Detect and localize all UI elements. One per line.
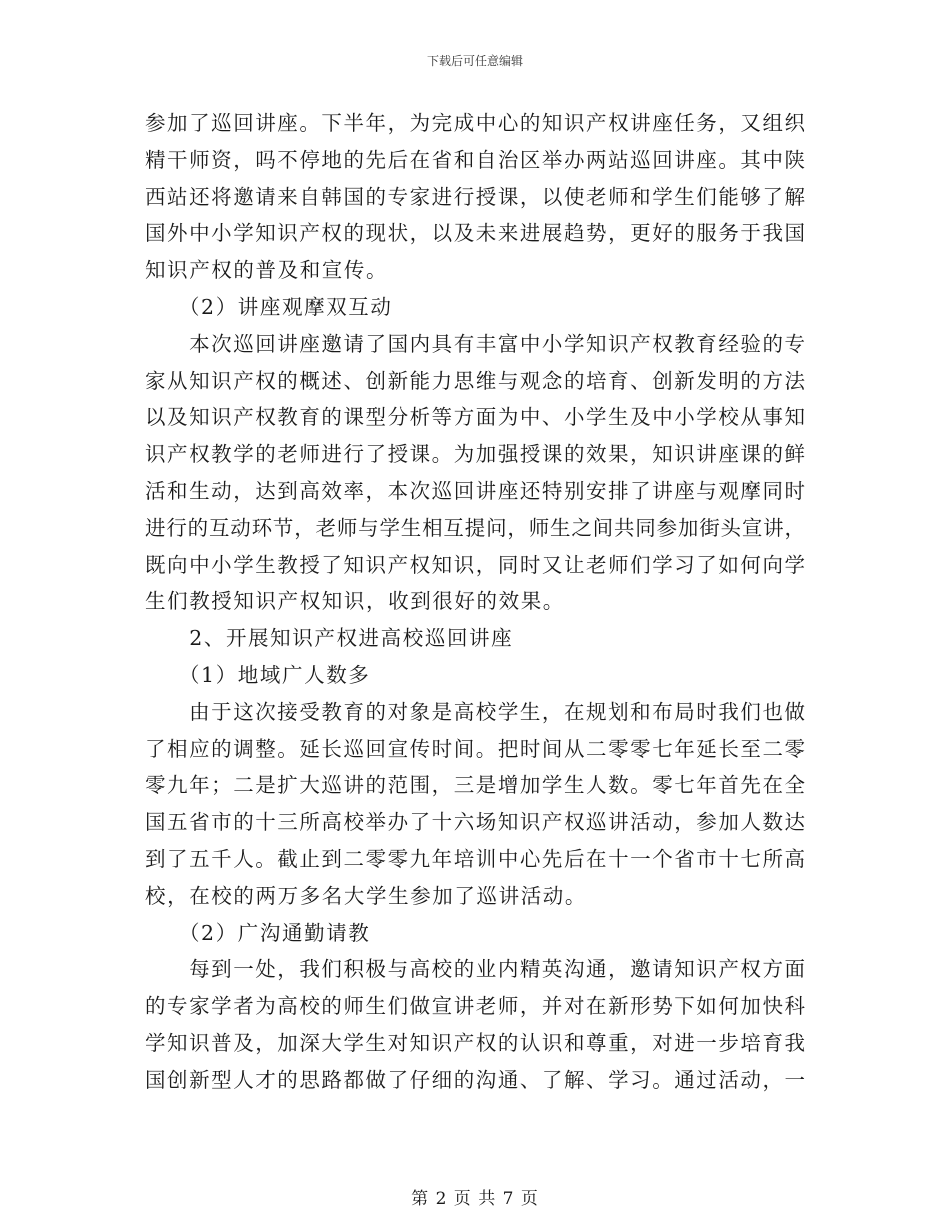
text-line: 知识产权的普及和宣传。 (145, 258, 389, 283)
text-line: （2）讲座观摩双互动 (145, 294, 393, 319)
page-footer: 第 2 页 共 7 页 (411, 1189, 539, 1209)
text-line: 既向中小学生教授了知识产权知识，同时又让老师们学习了如何向学 (145, 552, 805, 577)
text-line: 每到一处，我们积极与高校的业内精英沟通，邀请知识产权方面 (145, 957, 805, 982)
text-line: 国五省市的十三所高校举办了十六场知识产权巡讲活动，参加人数达 (145, 810, 805, 835)
text-line: 家从知识产权的概述、创新能力思维与观念的培育、创新发明的方法 (145, 368, 805, 393)
text-line: 参加了巡回讲座。下半年，为完成中心的知识产权讲座任务，又组织 (145, 111, 805, 135)
text-line: 由于这次接受教育的对象是高校学生，在规划和布局时我们也做 (145, 699, 805, 724)
text-line: 到了五千人。截止到二零零九年培训中心先后在十一个省市十七所高 (145, 846, 805, 871)
text-line: 国外中小学知识产权的现状，以及未来进展趋势，更好的服务于我国 (145, 221, 805, 246)
text-line: （2）广沟通勤请教 (145, 920, 371, 945)
text-line: 零九年；二是扩大巡讲的范围，三是增加学生人数。零七年首先在全 (145, 773, 805, 798)
text-line: 本次巡回讲座邀请了国内具有丰富中小学知识产权教育经验的专 (145, 331, 805, 356)
page-header: 下载后可任意编辑 (426, 54, 523, 68)
text-line: 生们教授知识产权知识，收到很好的效果。 (145, 589, 565, 614)
text-line: 精干师资，吗不停地的先后在省和自治区举办两站巡回讲座。其中陕 (145, 147, 805, 172)
text-line: （1）地域广人数多 (145, 662, 371, 687)
document-body (145, 105, 805, 1099)
text-line: 了相应的调整。延长巡回宣传时间。把时间从二零零七年延长至二零 (145, 736, 805, 761)
text-line: 2、开展知识产权进高校巡回讲座 (145, 626, 514, 651)
text-line: 校，在校的两万多名大学生参加了巡讲活动。 (145, 883, 587, 908)
text-line: 的专家学者为高校的师生们做宣讲老师，并对在新形势下如何加快科 (145, 994, 805, 1019)
text-line: 国创新型人才的思路都做了仔细的沟通、了解、学习。通过活动，一 (145, 1067, 805, 1092)
text-line: 以及知识产权教育的课型分析等方面为中、小学生及中小学校从事知 (145, 405, 805, 430)
text-line: 活和生动，达到高效率，本次巡回讲座还特别安排了讲座与观摩同时 (145, 478, 805, 503)
text-line: 西站还将邀请来自韩国的专家进行授课，以使老师和学生们能够了解 (145, 184, 805, 209)
text-line: 识产权教学的老师进行了授课。为加强授课的效果，知识讲座课的鲜 (145, 442, 805, 467)
text-line: 进行的互动环节，老师与学生相互提问，师生之间共同参加街头宣讲， (145, 515, 805, 540)
text-line: 学知识普及，加深大学生对知识产权的认识和尊重，对进一步培育我 (145, 1030, 805, 1055)
